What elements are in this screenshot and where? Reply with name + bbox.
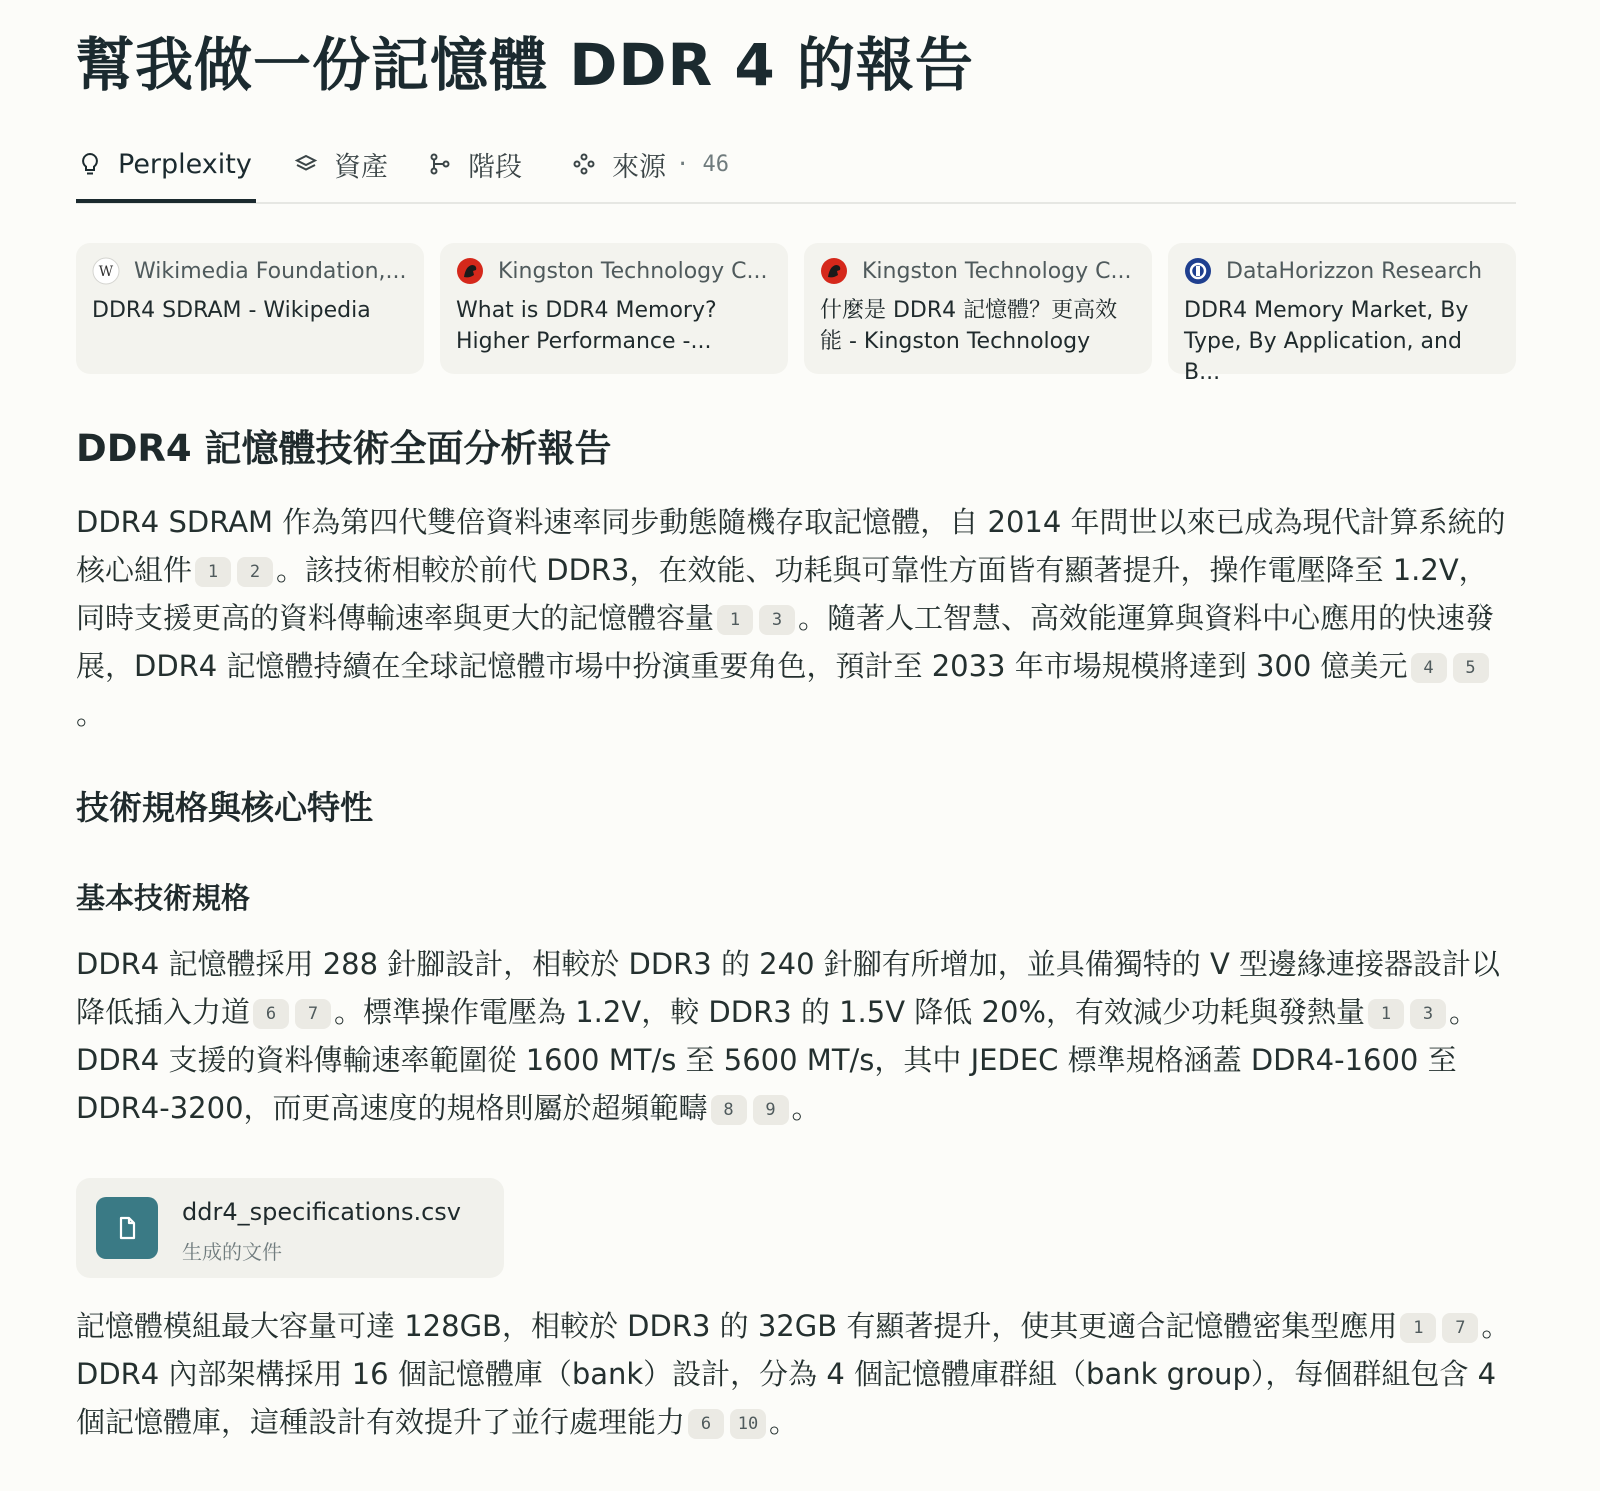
source-publisher: Kingston Technology C... [862, 258, 1132, 284]
report-heading: DDR4 記憶體技術全面分析報告 [76, 427, 612, 470]
section-heading: 技術規格與核心特性 [76, 788, 373, 827]
tab-label: Perplexity [118, 148, 252, 180]
spec-paragraph [76, 940, 1516, 1132]
wikipedia-icon [92, 257, 120, 285]
source-publisher: Wikimedia Foundation,... [134, 258, 407, 284]
page-title: 幫我做一份記憶體 DDR 4 的報告 [76, 31, 974, 99]
paragraph-text: 。該技術相較於前代 DDR3，在效能、功耗與可靠性方面皆有顯著提升，操作電壓降至 1.2V，同時支援更高的資料傳輸速率與更大的記憶體容量 [76, 553, 1488, 635]
tab-label: 資產 [334, 151, 388, 183]
paragraph-text: DDR4 記憶體採用 288 針腳設計，相較於 DDR3 的 240 針腳有所增加，並具備獨特的 V 型邊緣連接器設計以降低插入力道 [76, 947, 1501, 1029]
intro-paragraph [76, 498, 1516, 738]
datahorizzon-icon [1184, 257, 1212, 285]
citation-badge[interactable]: 2 [237, 557, 273, 587]
source-card[interactable] [440, 243, 788, 374]
tab-steps[interactable] [426, 128, 522, 200]
capacity-paragraph [76, 1302, 1516, 1446]
paragraph-text: 。DDR4 內部架構採用 16 個記憶體庫（bank）設計，分為 4 個記憶體庫群組（bank group），每個群組包含 4 個記憶體庫，這種設計有效提升了並行處理能力 [76, 1309, 1511, 1439]
sources-icon [570, 150, 598, 178]
paragraph-text: 。標準操作電壓為 1.2V，較 DDR3 的 1.5V 降低 20%，有效減少功耗與發熱量 [334, 995, 1365, 1029]
citation-badge[interactable]: 8 [711, 1095, 747, 1125]
citation-badge[interactable]: 7 [1442, 1313, 1478, 1343]
citation-badge[interactable]: 6 [253, 999, 289, 1029]
generated-file-card[interactable] [76, 1178, 504, 1278]
tab-sources[interactable] [570, 128, 729, 200]
citation-badge[interactable]: 6 [688, 1409, 724, 1439]
subsection-heading: 基本技術規格 [76, 881, 251, 915]
paragraph-text: DDR4 SDRAM 作為第四代雙倍資料速率同步動態隨機存取記憶體，自 2014 年問世以來已成為現代計算系統的核心組件 [76, 505, 1506, 587]
tab-label: 來源 [612, 151, 666, 183]
kingston-icon [820, 257, 848, 285]
lightbulb-icon [76, 150, 104, 178]
file-subtitle: 生成的文件 [182, 1240, 282, 1264]
branch-icon [426, 150, 454, 178]
active-tab-indicator [76, 199, 256, 203]
source-title: 什麼是 DDR4 記憶體？更高效能 - Kingston Technology [820, 298, 1118, 354]
citation-badge[interactable]: 10 [730, 1409, 766, 1439]
source-publisher: Kingston Technology C... [498, 258, 768, 284]
citation-badge[interactable]: 1 [1368, 999, 1404, 1029]
paragraph-text: 。DDR4 支援的資料傳輸速率範圍從 1600 MT/s 至 5600 MT/s，其中 JEDEC 標準規格涵蓋 DDR4-1600 至 DDR4-3200，而更高速度的規格則屬於超頻範疇 [76, 995, 1478, 1125]
paragraph-text: 。 [76, 697, 106, 731]
svg-text:W: W [98, 264, 114, 280]
citation-badge[interactable]: 1 [1400, 1313, 1436, 1343]
citation-badge[interactable]: 1 [195, 557, 231, 587]
citation-badge[interactable]: 1 [717, 605, 753, 635]
paragraph-text: 。隨著人工智慧、高效能運算與資料中心應用的快速發展，DDR4 記憶體持續在全球記憶體市場中扮演重要角色，預計至 2033 年市場規模將達到 300 億美元 [76, 601, 1495, 683]
source-card[interactable] [76, 243, 424, 374]
source-title: What is DDR4 Memory? Higher Performance -... [456, 298, 717, 354]
tab-assets[interactable] [292, 128, 388, 200]
sources-count: · 46 [676, 151, 729, 177]
citation-badge[interactable]: 3 [1410, 999, 1446, 1029]
paragraph-text: 。 [791, 1091, 821, 1125]
paragraph-text: 。 [769, 1405, 799, 1439]
layers-icon [292, 150, 320, 178]
source-title: DDR4 Memory Market, By Type, By Application, and B... [1184, 298, 1469, 385]
source-title: DDR4 SDRAM - Wikipedia [92, 298, 371, 323]
citation-badge[interactable]: 7 [295, 999, 331, 1029]
source-publisher: DataHorizzon Research [1226, 258, 1483, 284]
citation-badge[interactable]: 9 [753, 1095, 789, 1125]
paragraph-text: 記憶體模組最大容量可達 128GB，相較於 DDR3 的 32GB 有顯著提升，使其更適合記憶體密集型應用 [76, 1309, 1398, 1343]
citation-badge[interactable]: 5 [1453, 653, 1489, 683]
tab-bar [76, 128, 1516, 204]
file-name: ddr4_specifications.csv [182, 1198, 461, 1226]
kingston-icon [456, 257, 484, 285]
tab-perplexity[interactable] [76, 128, 252, 200]
citation-badge[interactable]: 3 [759, 605, 795, 635]
citation-badge[interactable]: 4 [1411, 653, 1447, 683]
source-card[interactable] [1168, 243, 1516, 385]
document-icon [96, 1197, 158, 1259]
tab-label: 階段 [468, 151, 522, 183]
source-card[interactable] [804, 243, 1152, 374]
